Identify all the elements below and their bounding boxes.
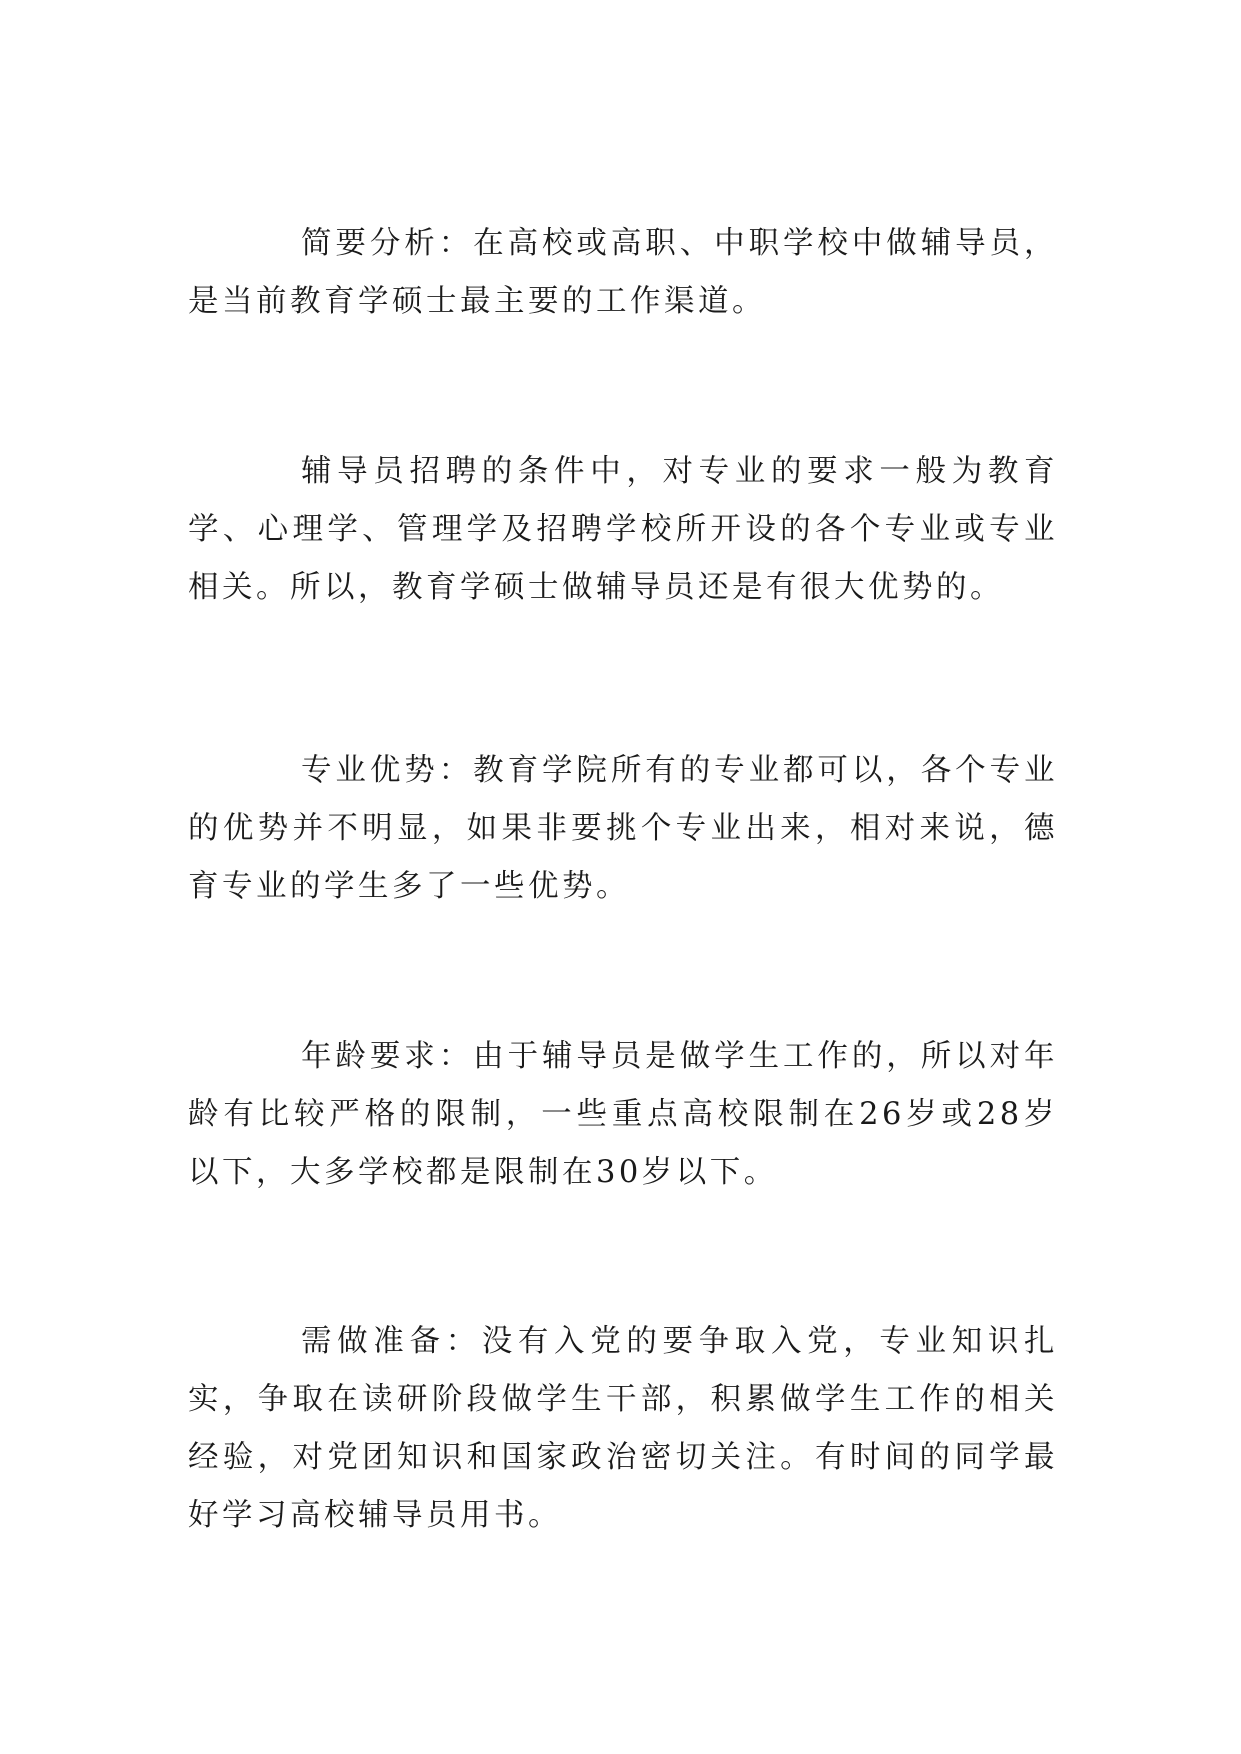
paragraph-recruitment-conditions: 辅导员招聘的条件中，对专业的要求一般为教育学、心理学、管理学及招聘学校所开设的各个专业或专业相关。所以，教育学硕士做辅导员还是有很大优势的。 (188, 454, 1058, 605)
paragraph-brief-analysis: 简要分析：在高校或高职、中职学校中做辅导员，是当前教育学硕士最主要的工作渠道。 (188, 226, 1058, 319)
paragraph-preparation: 需做准备：没有入党的要争取入党，专业知识扎实，争取在读研阶段做学生干部，积累做学生工作的相关经验，对党团知识和国家政治密切关注。有时间的同学最好学习高校辅导员用书。 (188, 1324, 1058, 1533)
paragraph-major-advantage: 专业优势：教育学院所有的专业都可以，各个专业的优势并不明显，如果非要挑个专业出来，相对来说，德育专业的学生多了一些优势。 (188, 753, 1058, 904)
paragraph-age-requirement: 年龄要求：由于辅导员是做学生工作的，所以对年龄有比较严格的限制，一些重点高校限制在26岁或28岁以下，大多学校都是限制在30岁以下。 (188, 1039, 1058, 1190)
